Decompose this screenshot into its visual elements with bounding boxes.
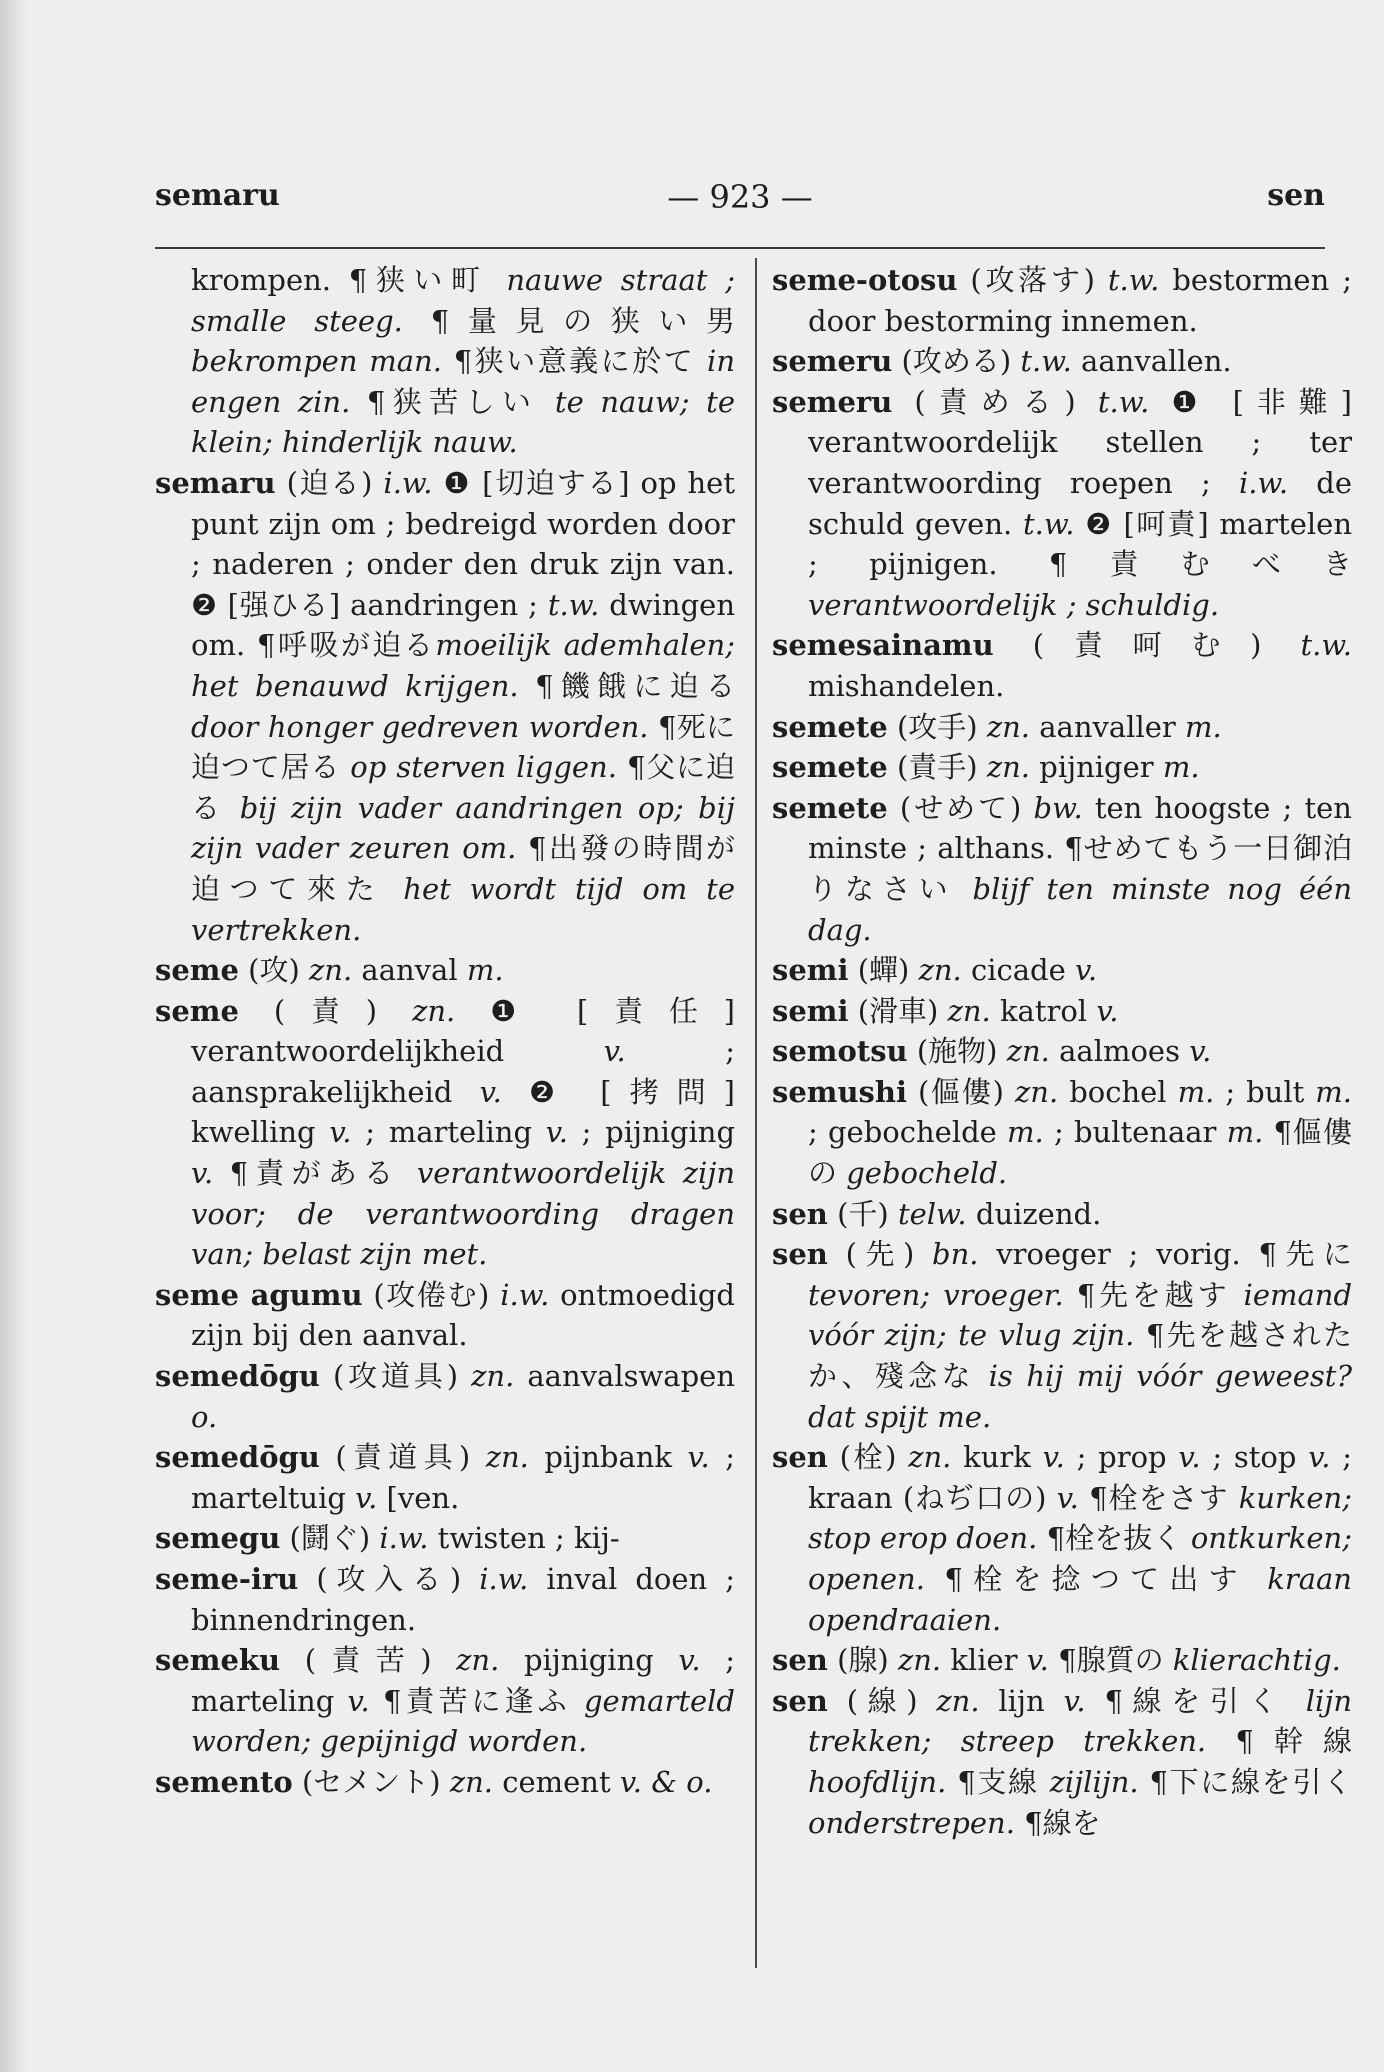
entry-text: ; bultenaar <box>1043 1115 1227 1150</box>
entry-text: ; marteling <box>191 1643 735 1718</box>
headword: seme <box>155 993 239 1028</box>
entry-text: pijnbank <box>528 1440 688 1475</box>
entry-text: aalmoes <box>1049 1034 1190 1069</box>
dictionary-entry <box>772 788 1352 950</box>
headword: semete <box>772 790 888 825</box>
header-rule <box>155 247 1325 249</box>
italic-text: v. <box>603 1034 626 1069</box>
headword: semotsu <box>772 1034 908 1069</box>
entry-text: ; gebochelde <box>808 1115 1008 1150</box>
italic-text: nauwe straat ; smalle steeg. <box>191 263 735 338</box>
italic-text: in engen zin. <box>191 344 735 419</box>
dictionary-entry <box>155 1640 735 1762</box>
dictionary-entry <box>772 1194 1352 1235</box>
entry-text: (傴僂) <box>906 1074 1015 1109</box>
italic-text: v. <box>678 1643 701 1678</box>
entry-text: dwingen om. ¶呼吸が迫る <box>191 587 735 663</box>
entry-text: cement <box>493 1764 620 1799</box>
italic-text: v. <box>355 1480 378 1515</box>
entry-text: aanval <box>352 953 467 988</box>
entry-text: cicade <box>961 953 1075 988</box>
entry-text: ¶責がある <box>213 1156 417 1191</box>
headword: semi <box>772 993 849 1028</box>
entry-text: pijniger <box>1030 750 1163 785</box>
dictionary-entry <box>155 1559 735 1640</box>
italic-text: v. <box>1178 1440 1201 1475</box>
entry-text: ❶ [切迫する] op het punt zijn om ; bedreigd worden door ; naderen ; onder den druk zijn van. ❷ [强ひる] aandringen ; <box>191 465 735 622</box>
italic-text: bij zijn vader aandringen op; bij zijn vader zeuren om. <box>191 790 736 866</box>
entry-text: ; prop <box>1064 1440 1179 1475</box>
italic-text: zn. <box>412 993 456 1028</box>
entry-text: (せめて) <box>887 790 1034 825</box>
italic-text: v. <box>545 1115 568 1150</box>
italic-text: verantwoordelijk ; schuldig. <box>808 587 1220 622</box>
entry-text: ¶腺質の <box>1048 1643 1173 1678</box>
headword: seme-otosu <box>772 263 958 297</box>
entry-text: ¶幹線 <box>1206 1724 1352 1759</box>
headword: semedōgu <box>155 1440 320 1475</box>
italic-text: zn. <box>309 953 353 988</box>
entry-text: ❶ [非難] verantwoordelijk stellen ; ter verantwoording roepen ; <box>808 384 1352 500</box>
dictionary-entry <box>155 991 735 1275</box>
entry-text: (攻落す) <box>957 263 1108 297</box>
entry-text: (線) <box>827 1683 937 1718</box>
entry-text: (セメント) <box>292 1764 450 1799</box>
dictionary-entry <box>772 1031 1352 1072</box>
italic-text: i.w. <box>500 1277 550 1312</box>
italic-text: i.w. <box>379 1521 429 1556</box>
headword: semento <box>155 1764 293 1799</box>
italic-text: zijlijn. <box>1049 1764 1139 1799</box>
entry-text: (責呵む) <box>993 628 1301 663</box>
entry-text: kurk <box>951 1440 1043 1475</box>
entry-text: ¶支線 <box>946 1764 1050 1799</box>
dictionary-entry <box>772 950 1352 991</box>
dictionary-entry <box>772 991 1352 1032</box>
headword: seme <box>155 953 239 988</box>
italic-text: m. <box>1226 1115 1264 1150</box>
entry-text: ; bult <box>1214 1074 1316 1109</box>
italic-text: ontkurken; openen. <box>808 1521 1352 1596</box>
italic-text: t.w. <box>1097 384 1150 419</box>
entry-text: (千) <box>827 1196 898 1231</box>
entry-text: (栓) <box>827 1440 909 1475</box>
italic-text: zn. <box>485 1440 529 1475</box>
headword: sen <box>772 1683 828 1718</box>
italic-text: door honger gedreven worden. <box>191 709 649 744</box>
headword: semeru <box>772 344 893 379</box>
italic-text: zn. <box>908 1440 952 1475</box>
italic-text: v. <box>1042 1440 1065 1475</box>
entry-text: aanvaller <box>1030 709 1185 744</box>
entry-text: (迫る) <box>275 465 384 500</box>
entry-text: de schuld geven. <box>808 465 1352 541</box>
entry-text: ❷ [呵責] martelen ; pijnigen. ¶責むべき <box>808 506 1353 582</box>
italic-text: m. <box>1315 1074 1352 1109</box>
headword: sen <box>772 1237 828 1272</box>
page-header <box>155 178 1325 228</box>
entry-text: katrol <box>990 993 1097 1028</box>
dictionary-entry <box>772 1234 1352 1437</box>
entry-text: (攻道具) <box>319 1359 472 1394</box>
entry-text: ; aansprakelijkheid <box>191 1034 735 1109</box>
entry-text: (責道具) <box>319 1440 486 1475</box>
italic-text: moeilijk ademhalen; het benauwd krijgen. <box>191 628 735 703</box>
italic-text: v. <box>191 1156 214 1191</box>
italic-text: telw. <box>897 1196 967 1231</box>
entry-text: ¶責苦に逢ふ <box>369 1683 584 1718</box>
headword: semi <box>772 953 849 988</box>
entry-text: ❶ [責任] verantwoordelijkheid <box>191 993 735 1069</box>
italic-text: v. <box>1308 1440 1331 1475</box>
left-column <box>155 260 735 1803</box>
italic-text: m. <box>1177 1074 1215 1109</box>
entry-text: aanvallen. <box>1071 344 1232 379</box>
italic-text: onderstrepen. <box>808 1805 1015 1840</box>
italic-text: m. <box>1184 709 1222 744</box>
header-first-headword: semaru <box>155 178 280 213</box>
entry-text: [ven. <box>377 1480 460 1515</box>
dictionary-entry <box>155 1518 735 1559</box>
italic-text: v. <box>479 1074 502 1109</box>
entry-text: ❷ [拷問] kwelling <box>191 1074 735 1150</box>
entry-text: krompen. ¶狭い町 <box>191 263 507 297</box>
entry-text: twisten ; kij- <box>428 1521 620 1556</box>
entry-text: (責苦) <box>280 1643 457 1678</box>
entry-text: ¶量見の狭い男 <box>402 303 736 338</box>
entry-text: lijn <box>979 1683 1064 1718</box>
entry-text: mishandelen. <box>808 668 1005 703</box>
entry-text: (施物) <box>907 1034 1007 1069</box>
entry-text: (責める) <box>892 384 1098 419</box>
headword: seme agumu <box>155 1277 363 1312</box>
headword: semete <box>772 709 888 744</box>
italic-text: t.w. <box>1300 628 1352 663</box>
italic-text: lijn trekken; streep trekken. <box>808 1683 1352 1759</box>
italic-text: bekrompen man. <box>191 344 442 379</box>
italic-text: t.w. <box>547 587 600 622</box>
entry-text: ¶狭苦しい <box>350 384 555 419</box>
entry-text: ¶先を越されたか、殘念な <box>808 1318 1353 1394</box>
headword: semeru <box>772 384 893 419</box>
italic-text: bw. <box>1033 790 1083 825</box>
italic-text: zn. <box>897 1643 942 1678</box>
dictionary-entry <box>155 950 735 991</box>
entry-text: ¶栓を抜く <box>1037 1521 1191 1556</box>
italic-text: v. <box>1063 1683 1086 1718</box>
entry-text: (腺) <box>827 1643 898 1678</box>
italic-text: zn. <box>947 993 991 1028</box>
entry-text: (攻手) <box>887 709 987 744</box>
entry-text: ¶父に迫る <box>191 750 735 825</box>
dictionary-entry <box>155 1437 735 1518</box>
italic-text: v. <box>1026 1643 1049 1678</box>
italic-text: te nauw; te klein; hinderlijk nauw. <box>191 384 736 460</box>
italic-text: v. <box>687 1440 710 1475</box>
entry-text: ¶栓を捻つて出す <box>924 1562 1268 1596</box>
italic-text: m. <box>466 953 504 988</box>
entry-text: (鬪ぐ) <box>280 1521 380 1556</box>
entry-text: aanvalswapen <box>514 1359 735 1394</box>
italic-text: blijf ten minste nog één dag. <box>808 871 1353 947</box>
italic-text: gebocheld. <box>846 1156 1008 1191</box>
italic-text: zn. <box>936 1683 980 1718</box>
entry-text: ¶栓をさす <box>1078 1480 1239 1515</box>
headword: semeku <box>155 1643 281 1678</box>
entry-text: (攻める) <box>892 344 1021 379</box>
italic-text: gemarteld worden; gepijnigd worden. <box>191 1683 735 1759</box>
italic-text: hoofdlijn. <box>808 1764 947 1799</box>
italic-text: i.w. <box>1238 465 1289 500</box>
entry-text: vroeger ; vorig. ¶先に <box>978 1237 1352 1272</box>
headword: seme-iru <box>155 1562 299 1596</box>
italic-text: i.w. <box>383 465 433 500</box>
headword: semesainamu <box>772 628 994 663</box>
dictionary-entry <box>155 1762 735 1803</box>
italic-text: zn. <box>1015 1074 1059 1109</box>
entry-text: ¶線を引く <box>1085 1683 1306 1718</box>
italic-text: v. <box>1074 953 1098 988</box>
dictionary-entry <box>155 1275 735 1356</box>
entry-text: (責手) <box>887 750 987 785</box>
italic-text: m. <box>1007 1115 1044 1150</box>
italic-text: v. <box>329 1115 352 1150</box>
dictionary-entry <box>772 382 1352 626</box>
italic-text: op sterven liggen. <box>350 750 617 785</box>
italic-text: tevoren; vroeger. <box>808 1277 1064 1312</box>
dictionary-entry <box>772 1437 1352 1640</box>
entry-text: ¶出發の時間が迫つて來た <box>191 831 736 906</box>
italic-text: kraan opendraaien. <box>808 1562 1352 1637</box>
entry-text: ¶傴僂の <box>808 1115 1352 1191</box>
entry-text: ¶死に迫つて居る <box>191 709 735 785</box>
italic-text: v. & o. <box>619 1764 713 1799</box>
dictionary-entry <box>772 1681 1352 1843</box>
entry-text: (攻入る) <box>298 1562 480 1596</box>
italic-text: v. <box>347 1683 370 1718</box>
entry-text: ontmoedigd zijn bij den aanval. <box>191 1277 735 1353</box>
italic-text: t.w. <box>1107 263 1160 297</box>
dictionary-entry <box>772 1072 1352 1194</box>
entry-text: klier <box>941 1643 1027 1678</box>
dictionary-entry <box>772 260 1352 341</box>
italic-text: t.w. <box>1022 506 1075 541</box>
entry-text: ; pijniging <box>567 1115 736 1150</box>
page-number: — 923 — <box>667 178 813 216</box>
headword: sen <box>772 1196 828 1231</box>
header-last-headword: sen <box>1267 178 1325 213</box>
italic-text: verantwoordelijk zijn voor; de verantwoording dragen van; belast zijn met. <box>191 1156 735 1272</box>
headword: semedōgu <box>155 1359 320 1394</box>
entry-text: ; marteling <box>351 1115 546 1150</box>
italic-text: zn. <box>456 1643 500 1678</box>
italic-text: het wordt tijd om te vertrekken. <box>191 871 735 947</box>
entry-text: (攻倦む) <box>362 1277 501 1312</box>
italic-text: v. <box>1096 993 1119 1028</box>
italic-text: v. <box>1189 1034 1212 1069</box>
headword: sen <box>772 1440 828 1475</box>
italic-text: iemand vóór zijn; te vlug zijn. <box>808 1277 1353 1353</box>
entry-text: ¶狭い意義に於て <box>441 344 708 379</box>
dictionary-entry <box>155 260 735 463</box>
entry-text: ¶線を <box>1014 1805 1101 1840</box>
italic-text: bn. <box>932 1237 979 1272</box>
page-edge-shadow <box>0 0 28 2072</box>
entry-text: ¶先を越す <box>1063 1277 1244 1312</box>
entry-text: (攻) <box>238 953 309 988</box>
italic-text: zn. <box>471 1359 515 1394</box>
entry-text: ten hoogste ; ten minste ; althans. ¶せめてもう一日御泊りなさい <box>808 790 1352 906</box>
italic-text: m. <box>1162 750 1200 785</box>
dictionary-entry <box>772 707 1352 748</box>
dictionary-entry <box>772 1640 1352 1681</box>
entry-text: bestormen ; door bestorming innemen. <box>808 263 1352 338</box>
entry-text: ; kraan (ねぢ口の) <box>808 1440 1352 1515</box>
italic-text: v. <box>1056 1480 1079 1515</box>
entry-text: (蟬) <box>848 953 919 988</box>
dictionary-entry <box>772 625 1352 706</box>
italic-text: is hij mij vóór geweest? dat spijt me. <box>808 1359 1352 1434</box>
entry-text: bochel <box>1058 1074 1178 1109</box>
entry-text: ; marteltuig <box>191 1440 735 1515</box>
italic-text: kurken; stop erop doen. <box>808 1480 1352 1556</box>
italic-text: zn. <box>986 750 1031 785</box>
entry-text: ¶下に線を引く <box>1138 1764 1353 1799</box>
italic-text: zn. <box>918 953 962 988</box>
dictionary-entry <box>155 1356 735 1437</box>
entry-text: pijniging <box>499 1643 679 1678</box>
column-divider <box>755 258 757 1968</box>
dictionary-entry <box>772 747 1352 788</box>
entry-text: ¶饑餓に迫る <box>518 668 735 703</box>
italic-text: t.w. <box>1020 344 1072 379</box>
entry-text: (滑車) <box>848 993 948 1028</box>
headword: semete <box>772 750 888 785</box>
headword: semegu <box>155 1521 281 1556</box>
dictionary-entry <box>772 341 1352 382</box>
italic-text: zn. <box>1006 1034 1050 1069</box>
right-column <box>772 260 1352 1843</box>
entry-text: (責) <box>238 993 413 1028</box>
italic-text: o. <box>191 1399 218 1434</box>
italic-text: zn. <box>986 709 1031 744</box>
entry-text: inval doen ; binnendringen. <box>191 1562 735 1637</box>
italic-text: i.w. <box>479 1562 529 1596</box>
entry-text: duizend. <box>966 1196 1102 1231</box>
italic-text: klierachtig. <box>1172 1643 1341 1678</box>
dictionary-entry <box>155 463 735 950</box>
entry-text: ; stop <box>1200 1440 1309 1475</box>
italic-text: zn. <box>449 1764 494 1799</box>
headword: sen <box>772 1643 828 1678</box>
headword: semaru <box>155 465 276 500</box>
headword: semushi <box>772 1074 907 1109</box>
entry-text: (先) <box>827 1237 933 1272</box>
